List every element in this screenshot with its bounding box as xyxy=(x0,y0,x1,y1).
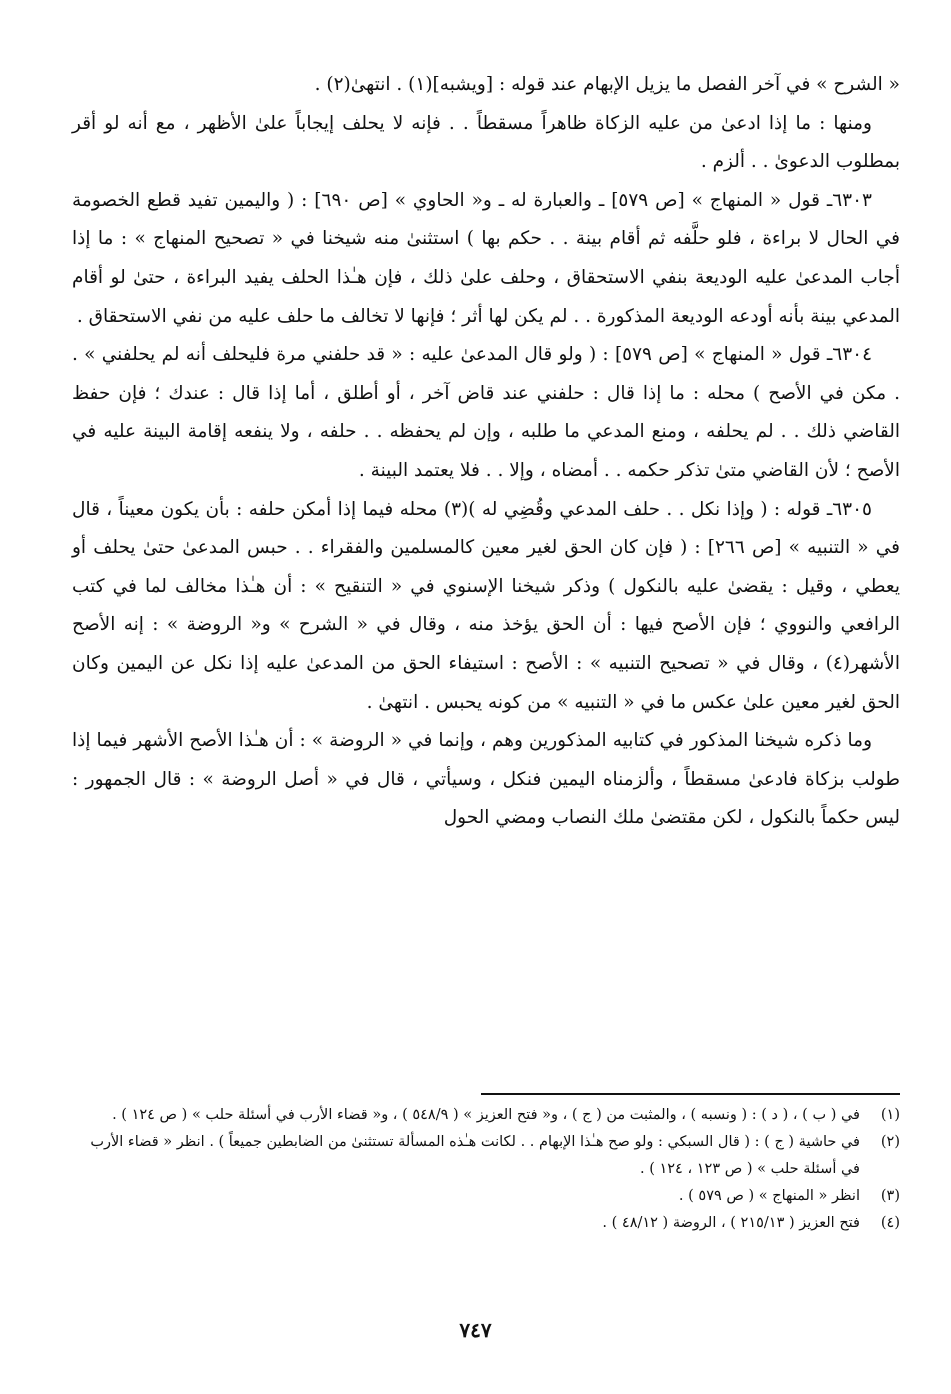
footnote-number: (٢) xyxy=(880,1134,900,1150)
paragraph: ٦٣٠٥ـ قوله : ( وإذا نكل . . حلف المدعي وقُضِي له )(٣) محله فيما إذا أمكن حلفه : بأن يكون معيناً ، قال في « التنبيه » [ص ٢٦٦] : ( فإن كان الحق لغير معين كالمسلمين والفقراء . . حبس المدعىٰ حتىٰ يحلف أو يعطي ، وقيل : يقضىٰ عليه بالنكول ) وذكر شيخنا الإسنوي في « التنقيح » : أن هـٰذا مخالف لما في كتب الرافعي والنووي ؛ فإن الأصح فيها : أن الحق يؤخذ منه ، وقال في « الشرح » و« الروضة » : إنه الأصح الأشهر(٤) ، وقال في « تصحيح التنبيه » : الأصح : استيفاء الحق من المدعىٰ عليه إذا نكل عن اليمين وكان الحق لغير معين علىٰ عكس ما في « التنبيه » من كونه يحبس . انتهىٰ . xyxy=(72,498,900,713)
paragraph: وما ذكره شيخنا المذكور في كتابيه المذكورين وهم ، وإنما في « الروضة » : أن هـٰذا الأصح الأشهر فيما إذا طولب بزكاة فادعىٰ مسقطاً ، وألزمناه اليمين فنكل ، وسيأتي ، قال في « أصل الروضة » : قال الجمهور : ليس حكماً بالنكول ، لكن مقتضىٰ ملك النصاب ومضي الحول xyxy=(72,730,900,829)
footnote xyxy=(80,1129,900,1183)
footnote-text: في ( ب ) ، ( د ) : ( ونسبه ) ، والمثبت من ( ج ) ، و« فتح العزيز » ( ٥٤٨/٩ ) ، و« قضاء الأرب في أسئلة حلب » ( ص ١٢٤ ) . xyxy=(112,1107,860,1123)
paragraph: « الشرح » في آخر الفصل ما يزيل الإبهام عند قوله : [ويشبه](١) . انتهىٰ(٢) . xyxy=(314,74,900,95)
main-text xyxy=(72,66,900,838)
footnote-number: (١) xyxy=(880,1107,900,1123)
paragraph: ٦٣٠٣ـ قول « المنهاج » [ص ٥٧٩] ـ والعبارة له ـ و« الحاوي » [ص ٦٩٠] : ( واليمين تفيد قطع الخصومة في الحال لا براءة ، فلو حلَّفه ثم أقام بينة . . حكم بها ) استثنىٰ منه شيخنا في « تصحيح المنهاج » : ما إذا أجاب المدعىٰ عليه الوديعة بنفي الاستحقاق ، وحلف علىٰ ذلك ، فإن هـٰذا الحلف يفيد البراءة ، حتىٰ لو أقام المدعي بينة بأنه أودعه الوديعة المذكورة . . لم يكن لها أثر ؛ فإنها لا تخالف ما حلف عليه من نفي الاستحقاق . xyxy=(72,189,900,327)
footnote xyxy=(80,1102,900,1129)
footnote-number: (٤) xyxy=(880,1215,900,1231)
footnotes xyxy=(80,1102,900,1237)
footnote-text: انظر « المنهاج » ( ص ٥٧٩ ) . xyxy=(678,1188,860,1204)
footnote-separator xyxy=(481,1093,900,1095)
footnote-number: (٣) xyxy=(880,1188,900,1204)
paragraph: ومنها : ما إذا ادعىٰ من عليه الزكاة ظاهراً مسقطاً . . فإنه لا يحلف إيجاباً علىٰ الأظهر ، مع أنه لو أقر بمطلوب الدعوىٰ . . ألزم . xyxy=(72,112,900,173)
paragraph: ٦٣٠٤ـ قول « المنهاج » [ص ٥٧٩] : ( ولو قال المدعىٰ عليه : « قد حلفني مرة فليحلف أنه لم يحلفني » . . مكن في الأصح ) محله : ما إذا قال : حلفني عند قاض آخر ، أو أطلق ، أما إذا قال : عندك ؛ فإن حفظ القاضي ذلك . . لم يحلفه ، ومنع المدعي ما طلبه ، وإن لم يحفظه . . حلفه ، ولا ينفعه إقامة البينة عليه في الأصح ؛ لأن القاضي متىٰ تذكر حكمه . . أمضاه ، وإلا . . فلا يعتمد البينة . xyxy=(72,344,900,481)
footnote-text: في حاشية ( ج ) : ( قال السبكي : ولو صح هـٰذا الإبهام . . لكانت هـٰذه المسألة تستثنىٰ من الضابطين جميعاً ) . انظر « قضاء الأرب في أسئلة حلب » ( ص ١٢٣ ، ١٢٤ ) . xyxy=(90,1134,860,1177)
page-number: ٧٤٧ xyxy=(459,1318,492,1342)
footnote xyxy=(80,1210,900,1237)
footnote xyxy=(80,1183,900,1210)
footnote-text: فتح العزيز ( ٢١٥/١٣ ) ، الروضة ( ٤٨/١٢ ) . xyxy=(602,1215,860,1231)
